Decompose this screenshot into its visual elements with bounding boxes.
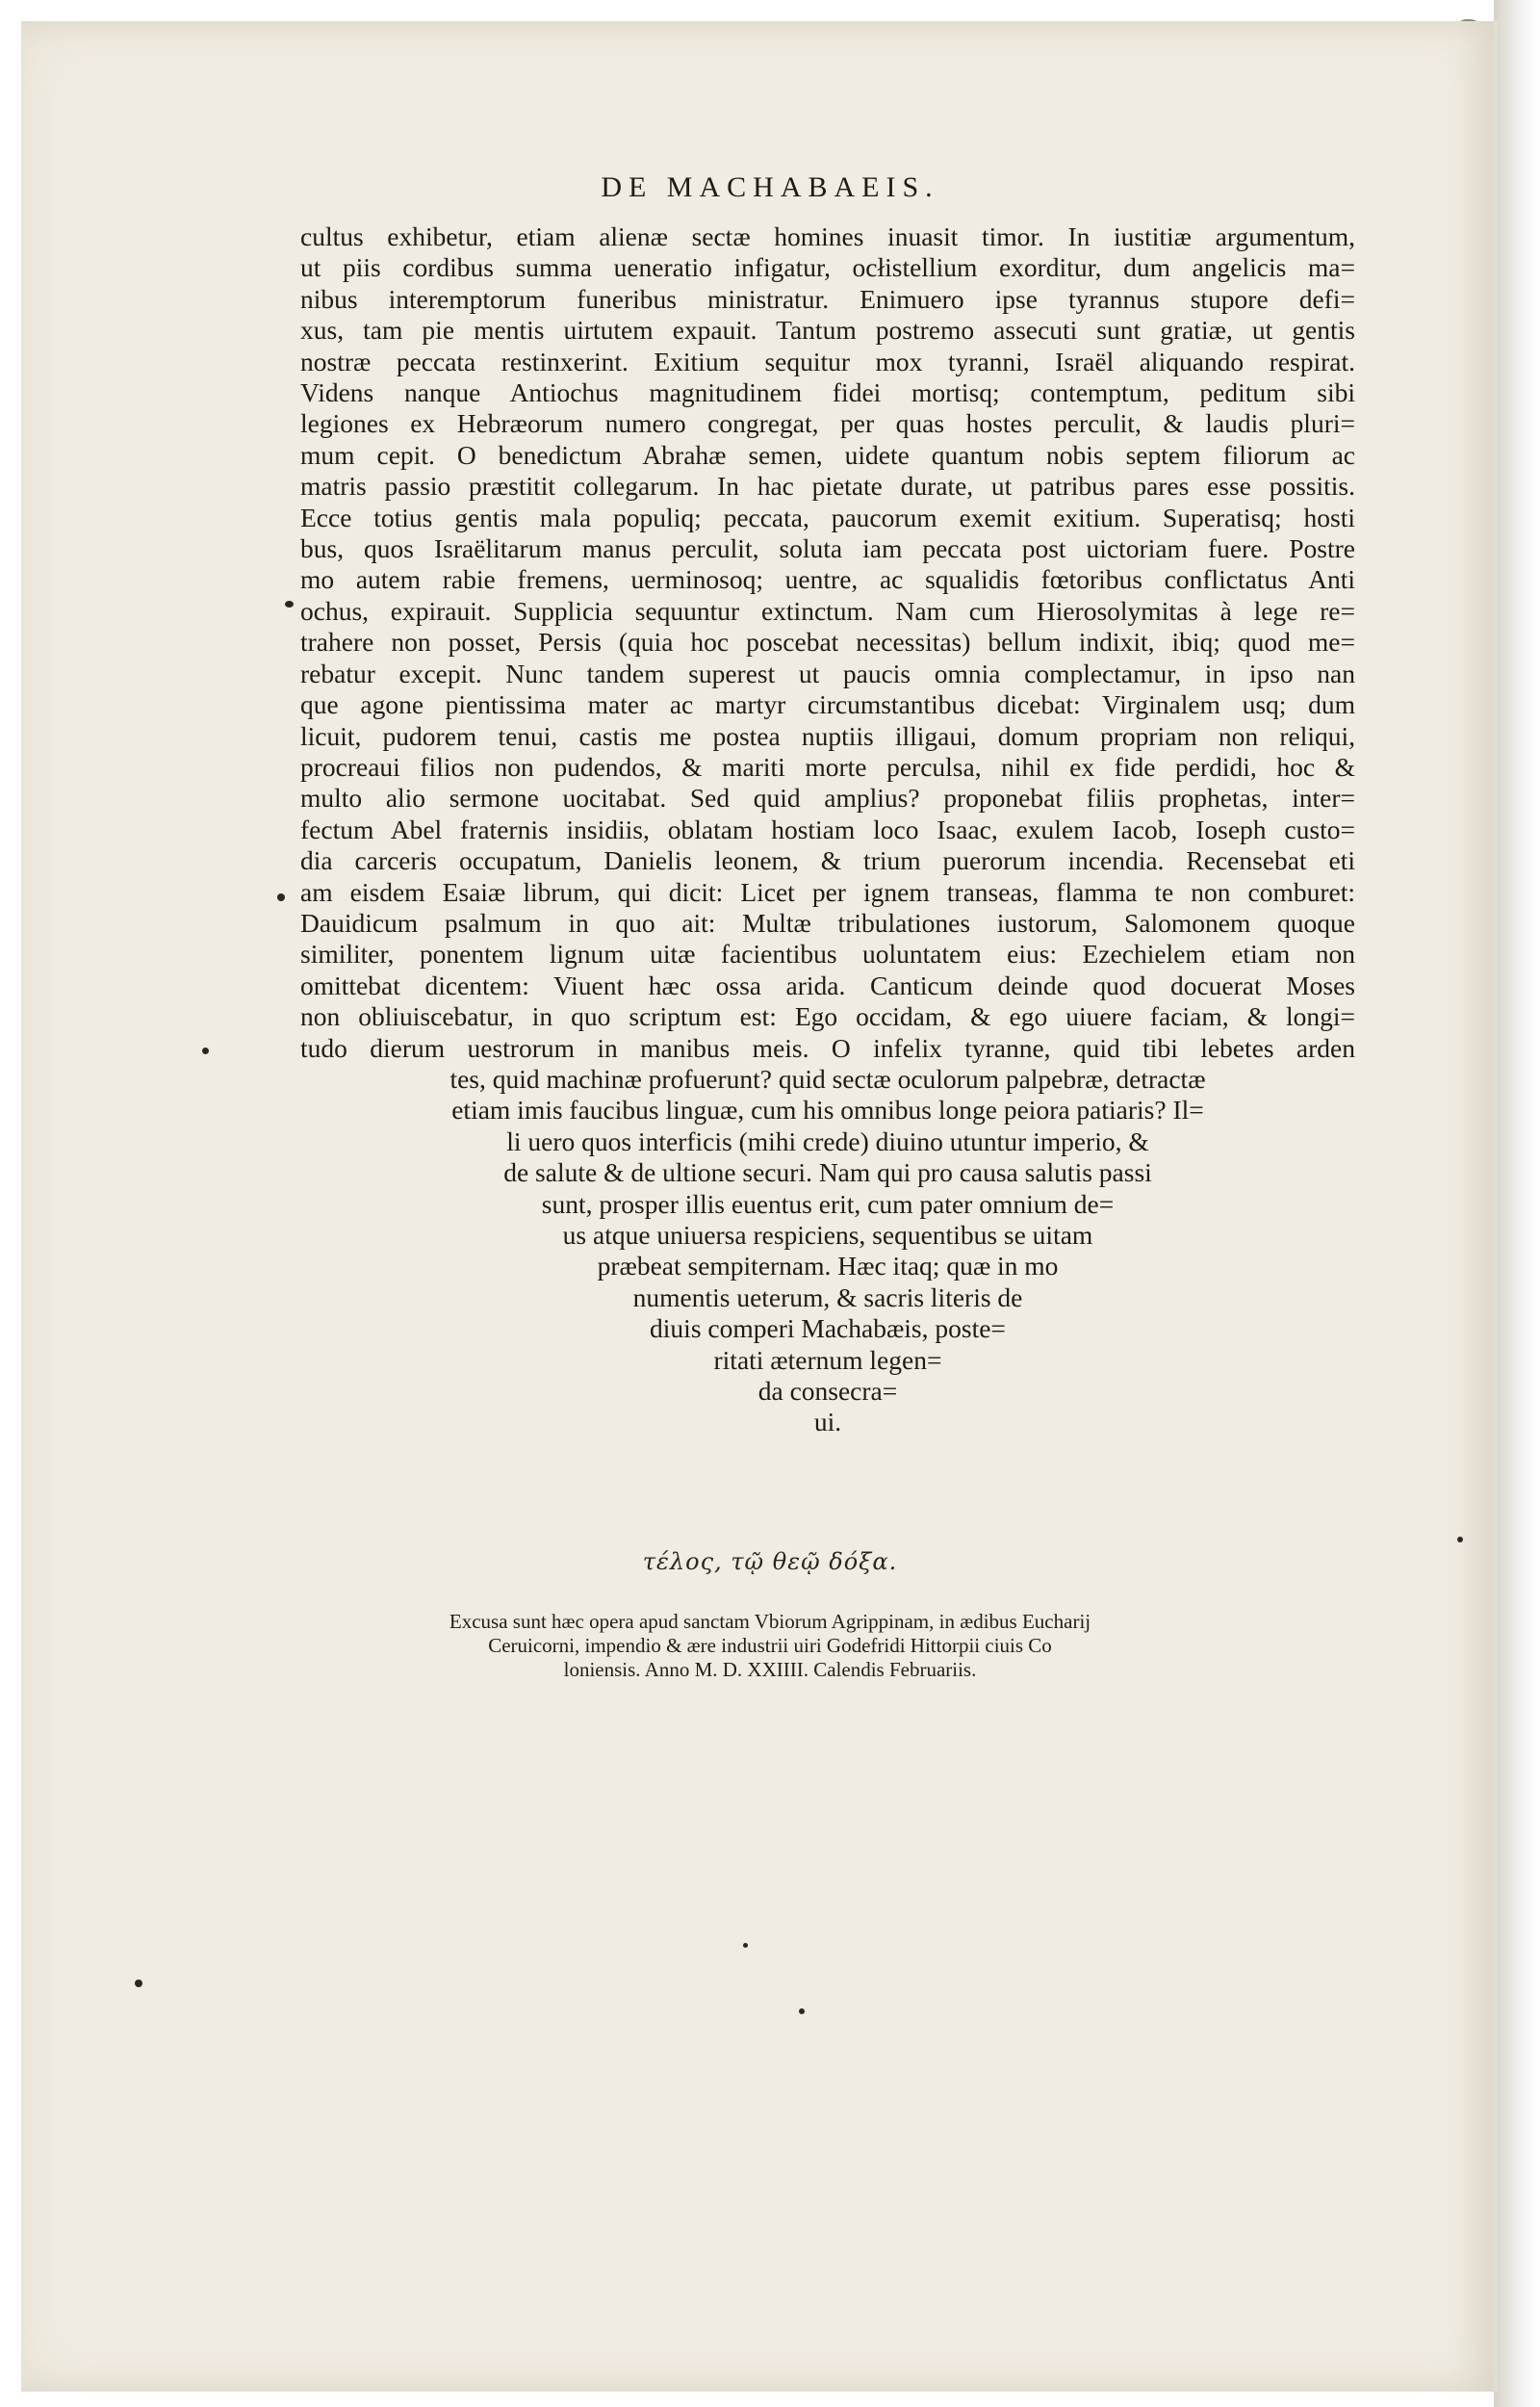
body-line: nibus interemptorum funeribus ministratur. Enimuero ipse tyrannus stupore defi= bbox=[300, 283, 1355, 314]
ink-speck bbox=[799, 2008, 805, 2014]
body-line: licuit, pudorem tenui, castis me postea nuptiis illigaui, domum propriam non reliqui, bbox=[300, 720, 1355, 751]
body-line: omittebat dicentem: Viuent hæc ossa arida. Canticum deinde quod docuerat Moses bbox=[300, 970, 1355, 1000]
body-line: procreaui filios non pudendos, & mariti morte perculsa, nihil ex fide perdidi, hoc & bbox=[300, 751, 1355, 782]
body-line: am eisdem Esaiæ librum, qui dicit: Licet per ignem transeas, flamma te non comburet: bbox=[300, 876, 1355, 907]
body-line: bus, quos Israëlitarum manus perculit, soluta iam peccata post uictoriam fuere. Postre bbox=[300, 533, 1355, 564]
body-line: mo autem rabie fremens, uerminosoq; uentre, ac squalidis fœtoribus conflictatus Anti bbox=[300, 564, 1355, 595]
body-line: Ecce totius gentis mala populiq; peccata, paucorum exemit exitium. Superatisq; hosti bbox=[300, 502, 1355, 532]
taper-line: ritati æternum legen= bbox=[713, 1344, 942, 1375]
body-line: legiones ex Hebræorum numero congregat, per quas hostes perculit, & laudis pluri= bbox=[300, 408, 1355, 439]
taper-line: diuis comperi Machabæis, poste= bbox=[650, 1313, 1006, 1344]
body-line: mum cepit. O benedictum Abrahæ semen, uidete quantum nobis septem filiorum ac bbox=[300, 439, 1355, 470]
taper-line: numentis ueterum, & sacris literis de bbox=[632, 1281, 1023, 1312]
taper-line: sunt, prosper illis euentus erit, cum pater omnium de= bbox=[541, 1188, 1115, 1219]
ink-speck bbox=[285, 601, 294, 608]
ink-speck bbox=[277, 893, 285, 901]
body-line: ut piis cordibus summa ueneratio infigatur, ocłistellium exorditur, dum angelicis ma= bbox=[300, 252, 1355, 283]
body-line: matris passio præstitit collegarum. In hac pietate durate, ut patribus pares esse possitis. bbox=[300, 471, 1355, 502]
taper-line: tes, quid machinæ profuerunt? quid sectæ oculorum palpebræ, detractæ bbox=[449, 1063, 1206, 1094]
body-line: fectum Abel fraternis insidiis, oblatam hostiam loco Isaac, exulem Iacob, Ioseph custo= bbox=[300, 814, 1355, 844]
taper-line: etiam imis faucibus linguæ, cum his omnibus longe peiora patiaris? Il= bbox=[451, 1095, 1204, 1126]
body-line: tudo dierum uestrorum in manibus meis. O infelix tyranne, quid tibi lebetes arden bbox=[300, 1032, 1355, 1063]
body-line: Videns nanque Antiochus magnitudinem fidei mortisq; contemptum, peditum sibi bbox=[300, 377, 1355, 408]
body-line: que agone pientissima mater ac martyr circumstantibus dicebat: Virginalem usq; dum bbox=[300, 689, 1355, 720]
body-line: Dauidicum psalmum in quo ait: Multæ tribulationes iustorum, Salomonem quoque bbox=[300, 907, 1355, 938]
body-line: cultus exhibetur, etiam alienæ sectæ homines inuasit timor. In iustitiæ argumentum, bbox=[300, 221, 1355, 251]
colophon-line: Ceruicorni, impendio & ære industrii uiri Godefridi Hittorpii ciuis Co bbox=[488, 1634, 1052, 1657]
tapered-conclusion bbox=[300, 1064, 1355, 1438]
body-line: dia carceris occupatum, Danielis leonem, & trium puerorum incendia. Recensebat eti bbox=[300, 845, 1355, 876]
colophon-line: loniensis. Anno M. D. XXIIII. Calendis Februariis. bbox=[563, 1658, 977, 1681]
ink-speck bbox=[743, 1943, 748, 1948]
taper-line: li uero quos interficis (mihi crede) diuino utuntur imperio, & bbox=[506, 1126, 1149, 1156]
ink-speck bbox=[202, 1048, 209, 1054]
ink-speck bbox=[1457, 1537, 1463, 1542]
body-paragraph bbox=[300, 221, 1355, 1064]
body-line: trahere non posset, Persis (quia hoc poscebat necessitas) bellum indixit, ibiq; quod me= bbox=[300, 627, 1355, 658]
body-line: nostræ peccata restinxerint. Exitium sequitur mox tyranni, Israël aliquando respirat. bbox=[300, 346, 1355, 376]
taper-line: ui. bbox=[813, 1407, 842, 1437]
main-text bbox=[300, 221, 1355, 1438]
colophon-line: Excusa sunt hæc opera apud sanctam Vbiorum Agrippinam, in ædibus Eucharij bbox=[449, 1610, 1091, 1633]
taper-line: us atque uniuersa respiciens, sequentibus se uitam bbox=[562, 1220, 1093, 1250]
colophon bbox=[0, 1610, 1540, 1682]
taper-line: præbeat sempiternam. Hæc itaq; quæ in mo bbox=[597, 1251, 1059, 1281]
taper-line: de salute & de ultione securi. Nam qui pro causa salutis passi bbox=[503, 1157, 1152, 1188]
ink-speck bbox=[135, 1980, 142, 1987]
body-line: xus, tam pie mentis uirtutem expauit. Tantum postremo assecuti sunt gratiæ, ut gentis bbox=[300, 315, 1355, 346]
body-line: ochus, expirauit. Supplicia sequuntur extinctum. Nam cum Hierosolymitas à lege re= bbox=[300, 595, 1355, 626]
body-line: non obliuiscebatur, in quo scriptum est: Ego occidam, & ego uiuere faciam, & longi= bbox=[300, 1001, 1355, 1032]
running-head: DE MACHABAEIS. bbox=[601, 171, 939, 203]
greek-subscription: τέλος, τῷ θεῷ δόξα. bbox=[642, 1548, 898, 1575]
body-line: rebatur excepit. Nunc tandem superest ut paucis omnia complectamur, in ipso nan bbox=[300, 658, 1355, 688]
taper-line: da consecra= bbox=[757, 1376, 898, 1407]
page-edge bbox=[1494, 0, 1540, 2407]
body-line: multo alio sermone uocitabat. Sed quid amplius? proponebat filiis prophetas, inter= bbox=[300, 783, 1355, 814]
body-line: similiter, ponentem lignum uitæ facientibus uoluntatem eius: Ezechielem etiam non bbox=[300, 939, 1355, 970]
